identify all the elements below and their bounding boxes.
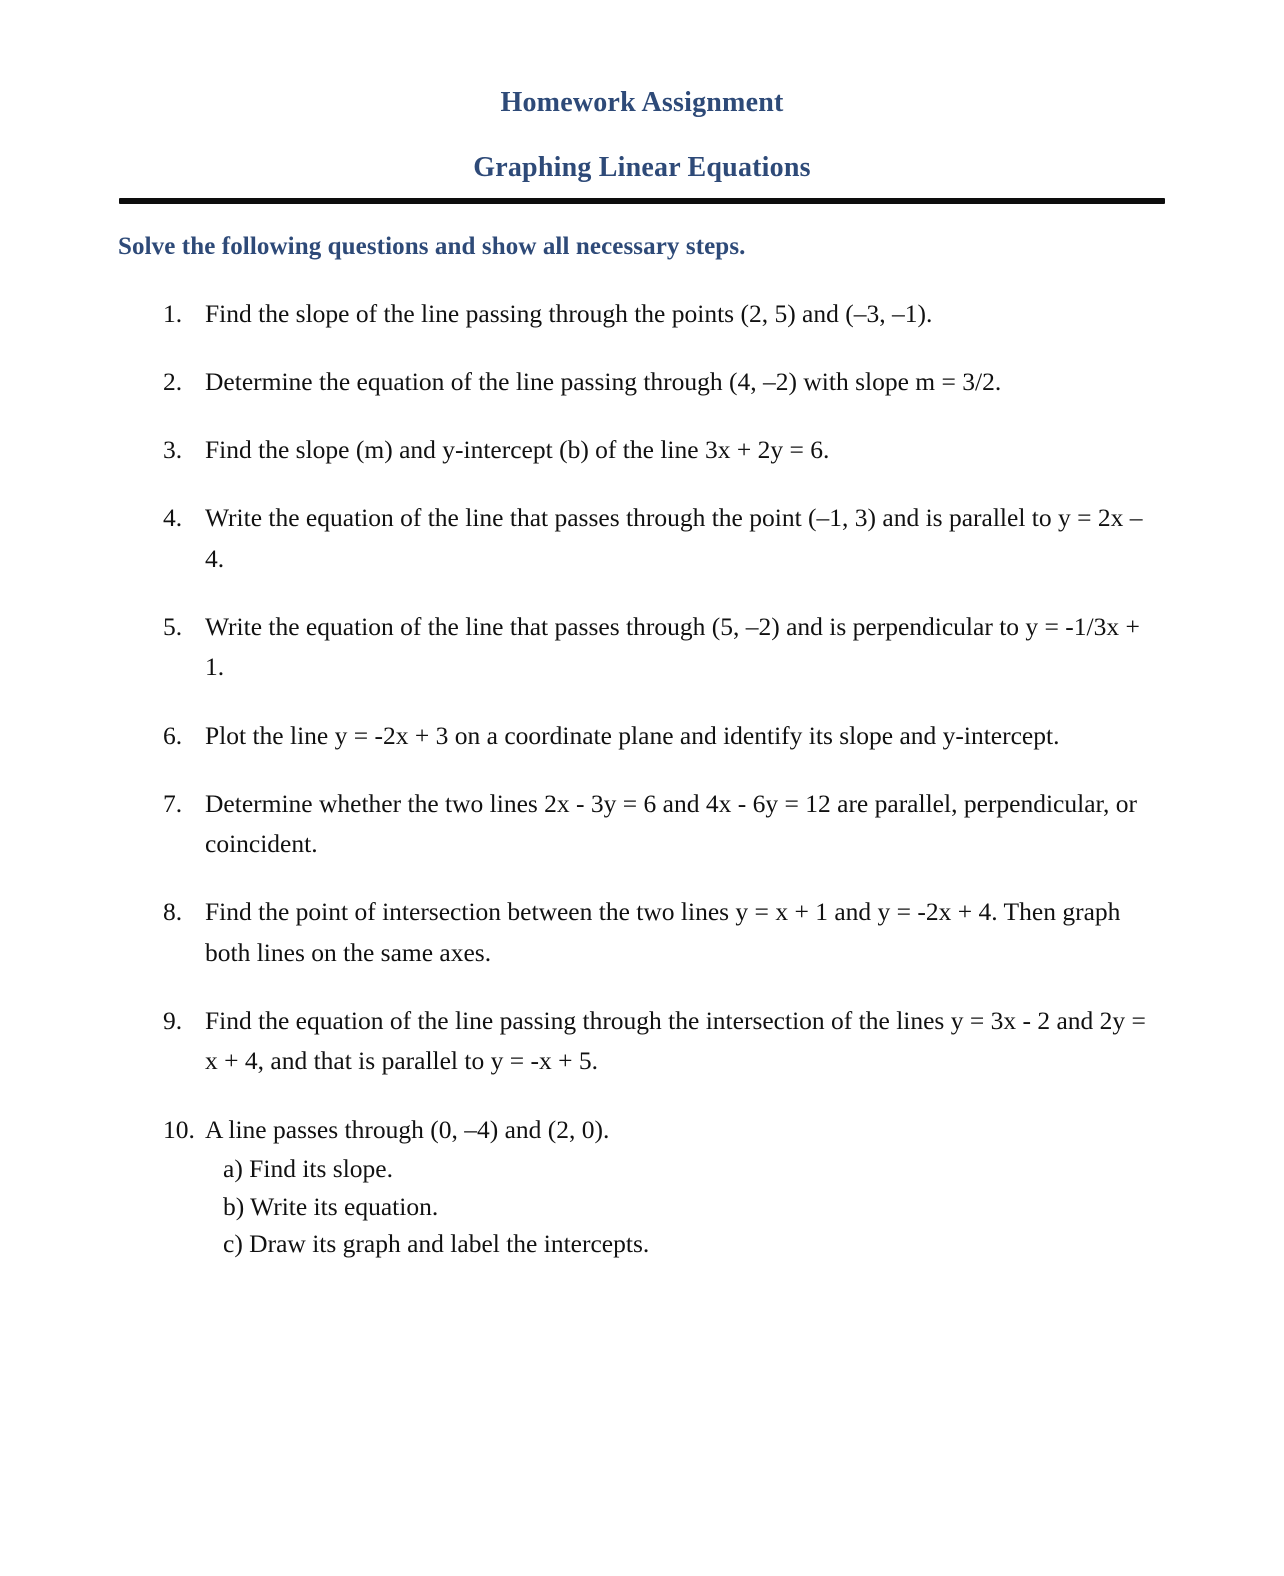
question-number: 3.	[163, 435, 183, 465]
question-list	[0, 261, 1284, 1263]
question-number: 8.	[163, 897, 183, 927]
question-number: 10.	[163, 1114, 195, 1144]
question-text: Write the equation of the line that passes through (5, –2) and is perpendicular to y = -1/3x + 1.	[205, 612, 1140, 682]
question-text: Determine whether the two lines 2x - 3y = 6 and 4x - 6y = 12 are parallel, perpendicular, or coincident.	[205, 788, 1137, 859]
document-header	[0, 0, 1284, 184]
question-text: Plot the line y = -2x + 3 on a coordinate plane and identify its slope and y-intercept.	[205, 720, 1060, 750]
question-text: Find the slope (m) and y-intercept (b) of the line 3x + 2y = 6.	[205, 435, 830, 465]
question-number: 5.	[163, 612, 183, 641]
question-subpart: c) Draw its graph and label the intercepts.	[223, 1229, 650, 1259]
question-text: A line passes through (0, –4) and (2, 0).	[205, 1114, 610, 1144]
question-text: Determine the equation of the line passing through (4, –2) with slope m = 3/2.	[205, 366, 1002, 396]
question-item	[0, 498, 1164, 579]
page-subtitle: Graphing Linear Equations	[473, 151, 811, 183]
question-item	[0, 1110, 1164, 1263]
question-text: Find the equation of the line passing through the intersection of the lines y = 3x - 2 and 2y = x + 4, and that is parallel to y = -x + 5.	[205, 1005, 1146, 1076]
question-item	[0, 294, 1164, 334]
question-item	[0, 892, 1164, 973]
question-number: 7.	[163, 788, 183, 818]
question-item	[0, 430, 1164, 470]
question-number: 6.	[163, 720, 183, 750]
page-title: Homework Assignment	[500, 87, 784, 118]
question-number: 9.	[163, 1005, 183, 1035]
question-item	[0, 784, 1164, 865]
question-subparts	[205, 1150, 1164, 1263]
question-item	[0, 607, 1164, 688]
instruction-text: Solve the following questions and show all necessary steps.	[118, 232, 746, 260]
question-text: Find the point of intersection between the two lines y = x + 1 and y = -2x + 4. Then graph both lines on the same axes.	[205, 897, 1121, 967]
question-number: 2.	[163, 366, 183, 396]
question-item	[0, 1001, 1164, 1082]
question-text: Write the equation of the line that passes through the point (–1, 3) and is parallel to y = 2x – 4.	[205, 503, 1143, 573]
question-subpart: a) Find its slope.	[223, 1153, 393, 1183]
question-number: 1.	[163, 298, 183, 328]
question-item	[0, 362, 1164, 402]
question-number: 4.	[163, 503, 183, 533]
question-item	[0, 716, 1164, 756]
question-text: Find the slope of the line passing through the points (2, 5) and (–3, –1).	[205, 298, 933, 328]
question-subpart: b) Write its equation.	[223, 1191, 439, 1221]
